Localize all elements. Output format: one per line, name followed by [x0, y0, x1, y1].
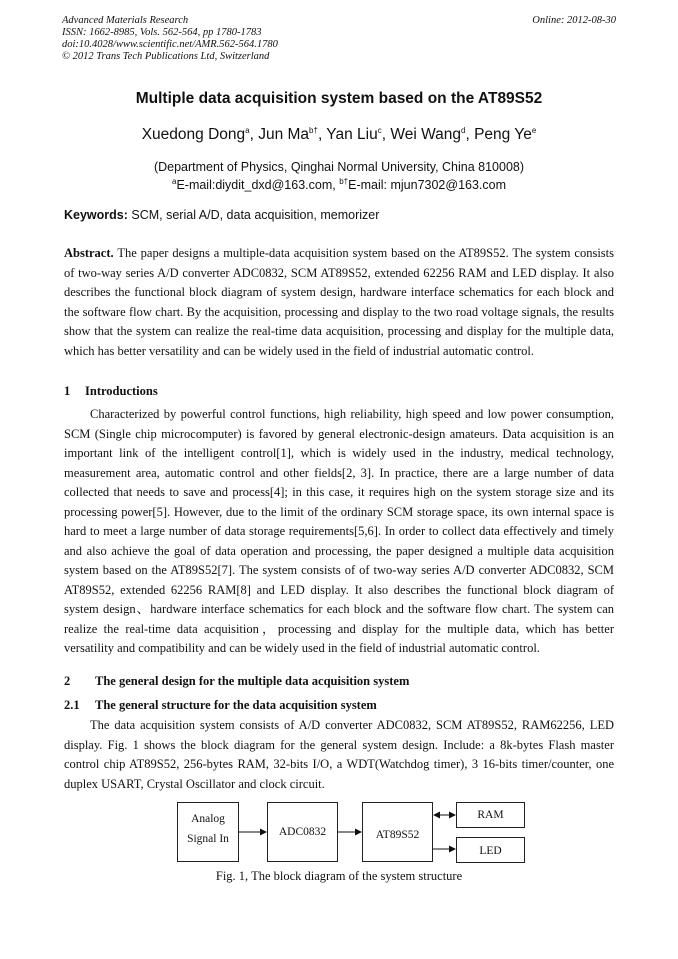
issn-line: ISSN: 1662-8985, Vols. 562-564, pp 1780-1783 [62, 27, 262, 38]
author-name: Jun Ma [258, 126, 310, 143]
block-diagram [170, 798, 540, 868]
email-line [0, 176, 678, 194]
author-sup: d [460, 125, 466, 135]
keywords-text: SCM, serial A/D, data acquisition, memorizer [127, 208, 380, 222]
email-sup: b† [339, 176, 349, 186]
section-title: The general structure for the data acquisition system [95, 698, 377, 712]
email-b: E-mail: mjun7302@163.com [348, 178, 507, 192]
figure-caption: Fig. 1, The block diagram of the system structure [215, 869, 463, 883]
author-name: Wei Wang [390, 126, 461, 143]
section-heading-1 [64, 384, 158, 399]
section-title: The general design for the multiple data acquisition system [95, 674, 410, 688]
email-a: E-mail:diydit_dxd@163.com, [176, 178, 340, 192]
abstract [64, 244, 614, 361]
copyright-line: © 2012 Trans Tech Publications Ltd, Switzerland [62, 51, 270, 62]
adc-block: ADC0832 [267, 802, 338, 862]
author-list: Xuedong Dong$^a$, Jun $Ma^{b\dagger}$, Yan Liu$^c$, Wei Wang$^d$, Peng Ye$^e$ [141, 125, 537, 143]
subsection-heading-2-1 [64, 698, 377, 713]
section-heading-2 [64, 674, 409, 689]
author-name: Yan Liu [326, 126, 378, 143]
section-number: 1 [64, 384, 71, 398]
author-name: Xuedong Dong [141, 126, 246, 143]
paper-title: Multiple data acquisition system based on the AT89S52 [135, 90, 543, 107]
abstract-text: The paper designs a multiple-data acquisition system based on the AT89S52. The system consists of two-way series A/D converter ADC0832, SCM AT89S52, extended 62256 RAM and LED display. It also describes the functional block diagram of system design, hardware interface schematics for each block and the software flow chart. By the acquisition, processing and display to the two road voltage signals, the results show that the system can realize the real-time data acquisition, processing and display for the multiple data, which has better versatility and can be widely used in the field of industrial automatic control. [64, 246, 614, 358]
section-number: 2 [64, 674, 71, 688]
author-sup: b† [309, 125, 318, 135]
page-header [62, 15, 616, 63]
doi-line: doi:10.4028/www.scientific.net/AMR.562-564.1780 [62, 39, 278, 50]
online-date: Online: 2012-08-30 [532, 15, 616, 26]
abstract-label: Abstract. [64, 246, 114, 260]
analog-signal-block [177, 802, 239, 862]
ram-block: RAM [456, 802, 525, 828]
keywords [64, 208, 379, 222]
keywords-label: Keywords: [64, 208, 128, 222]
section-number: 2.1 [64, 698, 80, 712]
author-sup: a [245, 125, 250, 135]
email-sup: a [171, 176, 177, 186]
analog-label-2: Signal In [187, 833, 229, 845]
analog-label-1: Analog [191, 813, 225, 825]
affiliation-block [0, 158, 678, 194]
author-name: Peng Ye [474, 126, 532, 143]
author-sup: c [377, 125, 382, 135]
structure-paragraph: The data acquisition system consists of A/D converter ADC0832, SCM AT89S52, RAM62256, LED display. Fig. 1 shows the block diagram for the general system design. Include: a 8k-bytes Flash master control chip AT89S52, 256-bytes RAM, 32-bits I/O, a WDT(Watchdog timer), 3 16-bits timer/counter, one duplex USART, Crystal Oscillator and clock circuit. [64, 718, 614, 791]
mcu-block: AT89S52 [362, 802, 433, 862]
led-block: LED [456, 837, 525, 863]
affiliation: (Department of Physics, Qinghai Normal University, China 810008) [153, 160, 525, 174]
journal-name: Advanced Materials Research [62, 15, 189, 26]
intro-paragraph: Characterized by powerful control functions, high reliability, high speed and low power consumption, SCM (Single chip microcomputer) is favored by general electronic-design amateurs. Data acquisition is an important link of the intelligent control[1], which is widely used in the industry, medical technology, measurement area, automatic control and other fields[2, 3]. In practice, there are a large number of data collected that needs to save and process[4]; in this case, it requires high on the system storage size and its processing power[5]. However, due to the limit of the ordinary SCM storage space, its own internal space is hard to meet a large number of data storage requirements[5,6]. In order to collect data effectively and timely and also achieve the goal of data operation and processing, the paper designed a multiple data acquisition system based on the AT89S52[7]. The system consists of of two-way series A/D converter ADC0832, SCM AT89S52, extended 62256 RAM[8] and LED display. It also describes the functional block diagram of system design、hardware interface schematics for each block and the software flow chart. The system can realize the real-time data acquisition，processing and display for the multiple data, which has better versatility and compatibility and can be widely used in the field of industrial automatic control. [64, 407, 614, 655]
section-title: Introductions [85, 384, 158, 398]
author-sup: e [531, 125, 537, 135]
